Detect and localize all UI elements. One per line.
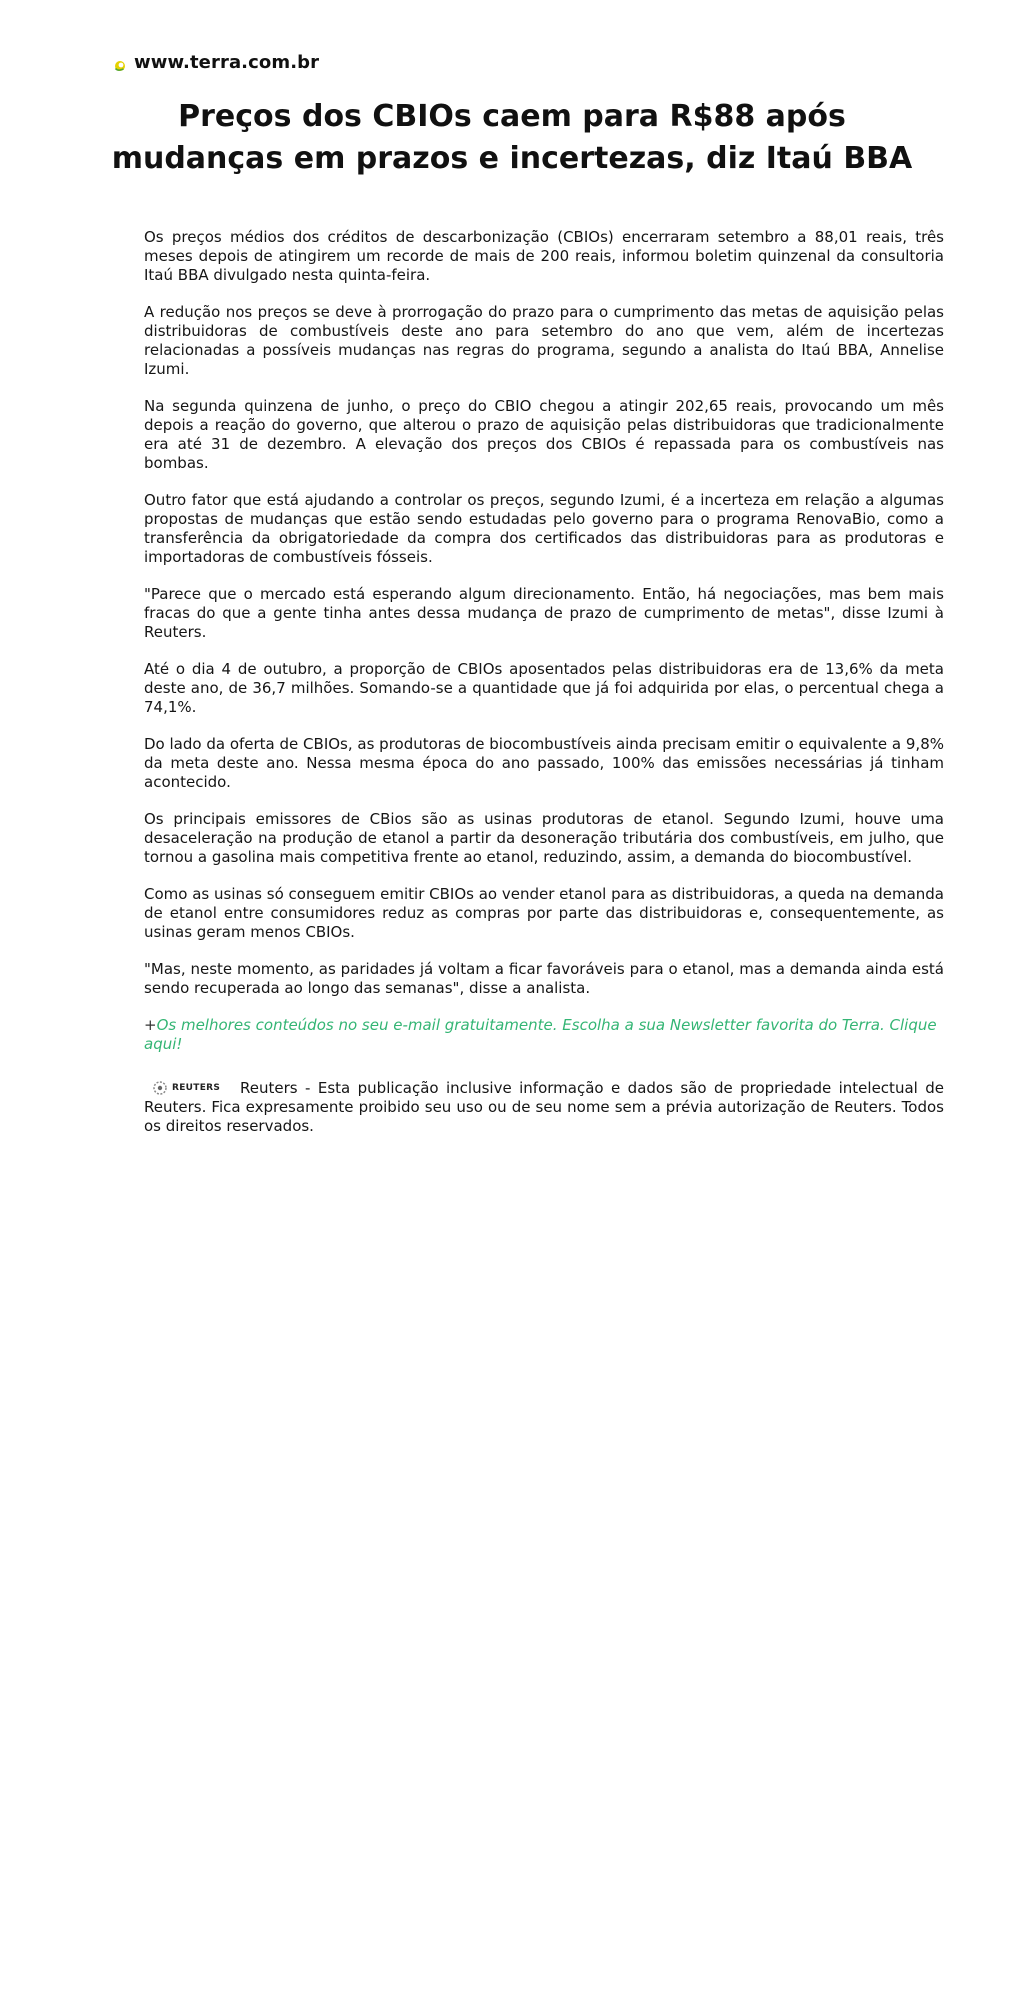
reuters-credit-text: Reuters - Esta publicação inclusive informação e dados são de propriedade intelectual de Reuters. Fica expresamente proibido seu uso ou de seu nome sem a prévia autorização de Reuters. Todos os direitos reservados. — [144, 1079, 944, 1135]
reuters-logo-text: REUTERS — [172, 1082, 221, 1093]
reuters-logo-icon — [152, 1081, 168, 1095]
article-paragraph: Outro fator que está ajudando a controlar os preços, segundo Izumi, é a incerteza em relação a algumas propostas de mudanças que estão sendo estudadas pelo governo para o programa RenovaBio, como a transferência da obrigatoriedade da compra dos certificados das distribuidoras para as produtoras e importadoras de combustíveis fósseis. — [144, 491, 944, 566]
terra-logo-icon — [114, 57, 126, 69]
article-title: Preços dos CBIOs caem para R$88 após mudanças em prazos e incertezas, diz Itaú BBA — [111, 99, 913, 176]
reuters-logo — [152, 1078, 228, 1098]
article-paragraph: "Parece que o mercado está esperando algum direcionamento. Então, há negociações, mas bem mais fracas do que a gente tinha antes dessa mudança de prazo de cumprimento de metas", disse Izumi à Reuters. — [144, 585, 944, 641]
reuters-credit — [144, 1078, 944, 1136]
article-paragraph: Os preços médios dos créditos de descarbonização (CBIOs) encerraram setembro a 88,01 reais, três meses depois de atingirem um recorde de mais de 200 reais, informou boletim quinzenal da consultoria Itaú BBA divulgado nesta quinta-feira. — [144, 228, 944, 284]
article-paragraph: Na segunda quinzena de junho, o preço do CBIO chegou a atingir 202,65 reais, provocando um mês depois a reação do governo, que alterou o prazo de aquisição pelas distribuidoras que tradicionalmente era até 31 de dezembro. A elevação dos preços dos CBIOs é repassada para os combustíveis nas bombas. — [144, 397, 944, 472]
article-paragraph: Até o dia 4 de outubro, a proporção de CBIOs aposentados pelas distribuidoras era de 13,6% da meta deste ano, de 36,7 milhões. Somando-se a quantidade que já foi adquirida por elas, o percentual chega a 74,1%. — [144, 660, 944, 716]
article-paragraph: Do lado da oferta de CBIOs, as produtoras de biocombustíveis ainda precisam emitir o equivalente a 9,8% da meta deste ano. Nessa mesma época do ano passado, 100% das emissões necessárias já tinham acontecido. — [144, 735, 944, 791]
article-paragraph: A redução nos preços se deve à prorrogação do prazo para o cumprimento das metas de aquisição pelas distribuidoras de combustíveis deste ano para setembro do ano que vem, além de incertezas relacionadas a possíveis mudanças nas regras do programa, segundo a analista do Itaú BBA, Annelise Izumi. — [144, 303, 944, 378]
newsletter-plus-icon: + — [144, 1016, 157, 1034]
article-paragraph: Como as usinas só conseguem emitir CBIOs ao vender etanol para as distribuidoras, a queda na demanda de etanol entre consumidores reduz as compras por parte das distribuidoras e, consequentemente, as usinas geram menos CBIOs. — [144, 885, 944, 941]
article-paragraph: "Mas, neste momento, as paridades já voltam a ficar favoráveis para o etanol, mas a demanda ainda está sendo recuperada ao longo das semanas", disse a analista. — [144, 960, 944, 997]
newsletter-promo — [144, 1016, 944, 1054]
site-url-link[interactable]: www.terra.com.br — [134, 52, 320, 73]
article-paragraph: Os principais emissores de CBios são as usinas produtoras de etanol. Segundo Izumi, houve uma desaceleração na produção de etanol a partir da desoneração tributária dos combustíveis, em julho, que tornou a gasolina mais competitiva frente ao etanol, reduzindo, assim, a demanda do biocombustível. — [144, 810, 944, 866]
article-body — [144, 228, 944, 1136]
newsletter-link[interactable]: Os melhores conteúdos no seu e-mail gratuitamente. Escolha a sua Newsletter favorita do Terra. Clique aqui! — [144, 1016, 937, 1053]
site-header — [114, 52, 319, 73]
